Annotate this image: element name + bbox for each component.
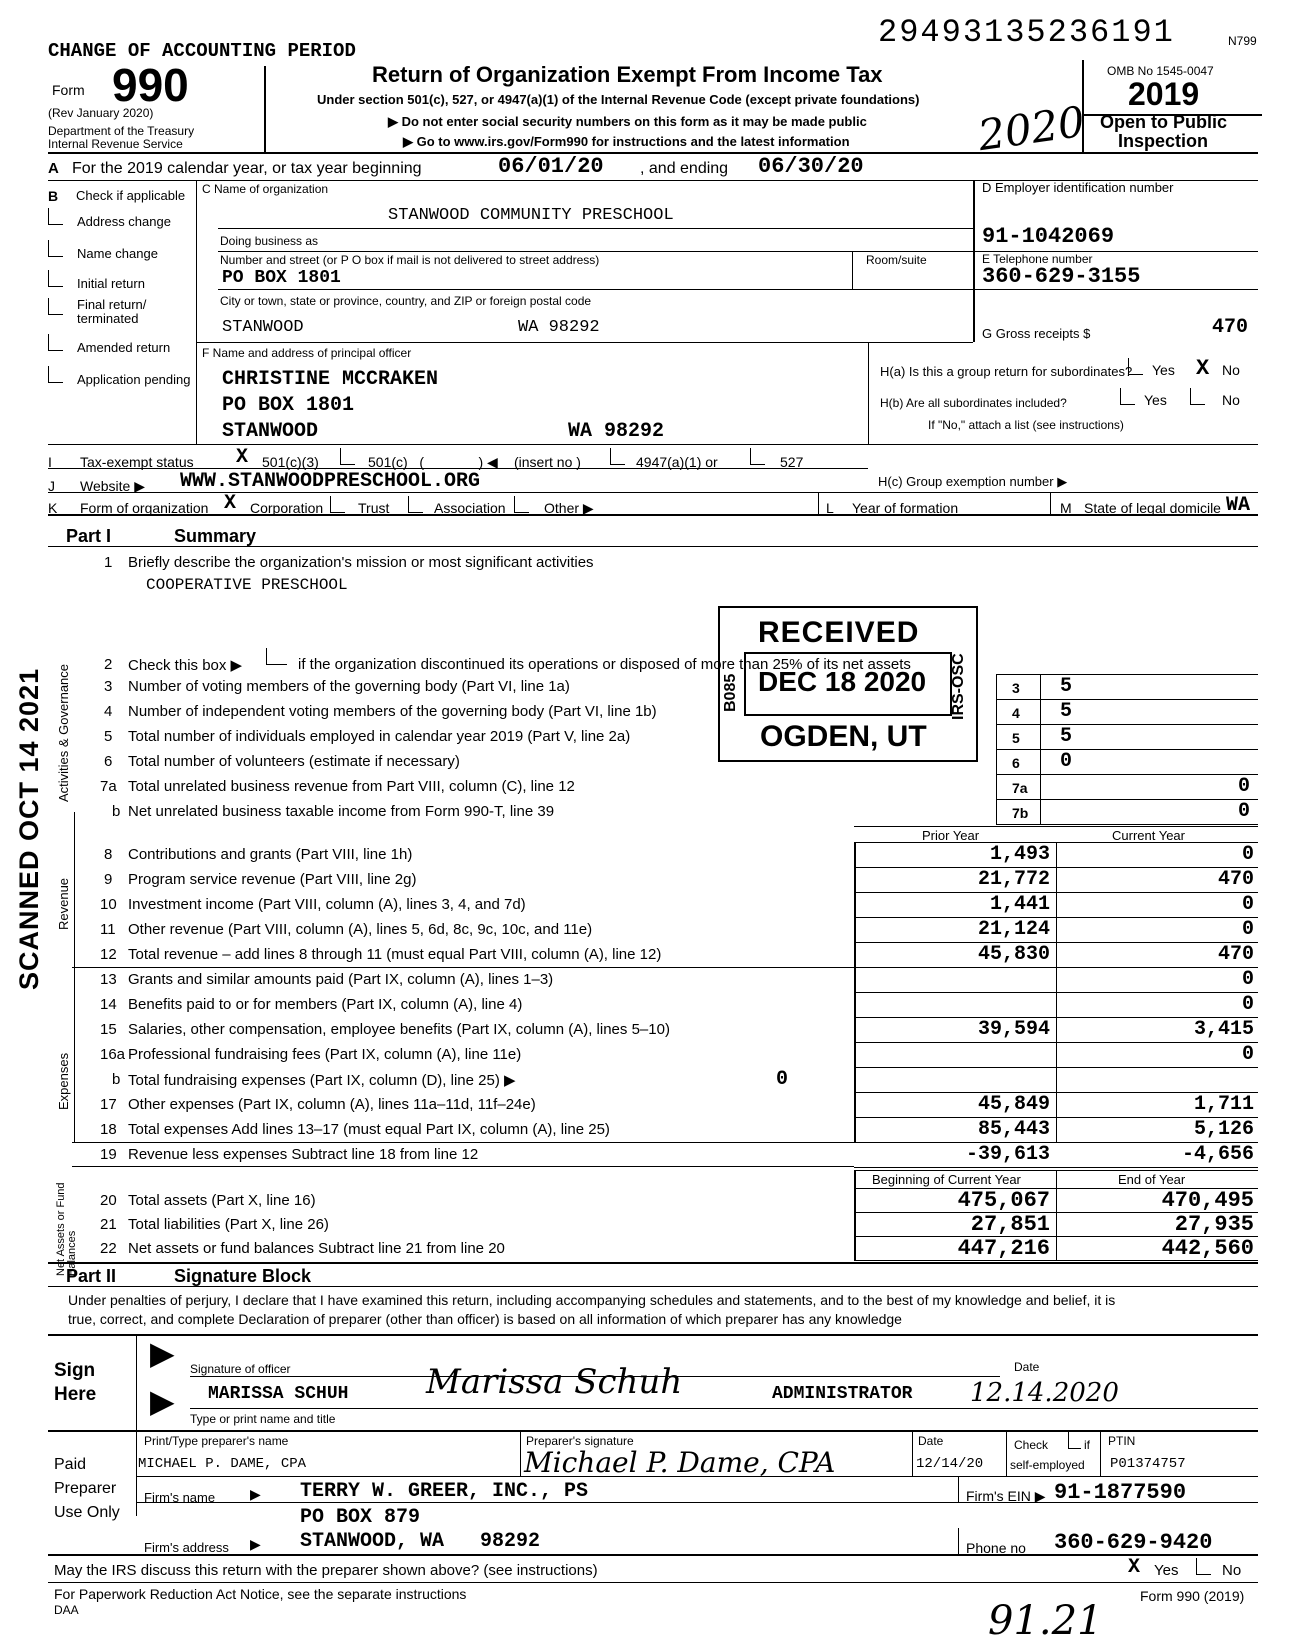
gov-row-number: 3 [104,678,113,695]
website-label: Website ▶ [80,478,145,494]
line-a-label: A [48,160,59,177]
gov-row-line-ref: 3 [1012,680,1020,696]
association-label: Association [434,500,506,516]
here-label: Here [54,1384,97,1405]
subtitle-code: Under section 501(c), 527, or 4947(a)(1) of the Internal Revenue Code (except private foundations) [317,92,920,107]
subordinates-no: No [1222,392,1240,408]
address-change-checkbox[interactable] [48,208,63,225]
signature-officer-label: Signature of officer [190,1362,291,1376]
handwritten-footer-note: 91.21 [988,1598,1103,1644]
check-label: Check [1014,1438,1049,1452]
paperwork-notice: For Paperwork Reduction Act Notice, see the separate instructions [54,1586,467,1602]
fin-row-text: Program service revenue (Part VIII, line 2g) [128,871,417,888]
paid-label: Paid [54,1456,87,1473]
fin-row-current-year[interactable]: 0 [1241,1043,1254,1066]
ptin-label: PTIN [1108,1434,1136,1448]
form-of-org-label: Form of organization [80,500,209,516]
group-return-yes-checkbox[interactable] [1128,358,1143,375]
domicile-value[interactable]: WA [1226,494,1251,517]
tax-year-begin[interactable]: 06/01/20 [498,154,604,179]
501c3-label: 501(c)(3) [262,454,319,470]
current-year-header: Current Year [1112,828,1185,843]
gov-row-text: Net unrelated business taxable income from Form 990-T, line 39 [128,803,555,820]
501c-label: 501(c) ( ) ◀ [368,454,498,470]
form-word: Form [52,82,85,98]
discuss-yes-mark[interactable]: X [1128,1556,1141,1579]
use-only-label: Use Only [54,1504,120,1521]
fin-row-current-year[interactable]: 3,415 [1193,1018,1254,1041]
firm-name-arrow: ▶ [250,1486,261,1502]
preparer-date-label: Date [918,1434,944,1448]
subordinates-no-checkbox[interactable] [1190,388,1205,405]
subtitle-ssn: ▶ Do not enter social security numbers on this form as it may be made public [388,114,867,129]
fin-row-current-year[interactable]: 1,711 [1193,1093,1254,1116]
signing-officer-title[interactable]: ADMINISTRATOR [772,1384,913,1404]
gross-receipts-label: G Gross receipts $ [982,326,1091,341]
fin-row-text: Contributions and grants (Part VIII, line 1h) [128,846,413,863]
preparer-name-label: Print/Type preparer's name [144,1434,289,1448]
part2-title: Signature Block [174,1266,312,1286]
prior-year-header: Prior Year [922,828,980,843]
gross-receipts-value[interactable]: 470 [1212,316,1249,339]
fin-row-current-year[interactable]: 0 [1241,843,1254,866]
final-return-label: Final return/ terminated [77,297,147,326]
gov-row-number: 6 [104,753,113,770]
fin-row-current-year[interactable]: 0 [1241,918,1254,941]
year-formation-label: Year of formation [852,500,959,516]
gov-row-text: Total number of individuals employed in calendar year 2019 (Part V, line 2a) [128,728,631,745]
firm-ein[interactable]: 91-1877590 [1054,1480,1187,1505]
discuss-yes: Yes [1154,1562,1179,1579]
fin-row-prior-year[interactable]: 39,594 [977,1018,1050,1041]
gov-row-value[interactable]: 5 [1060,725,1073,748]
4947-checkbox[interactable] [610,448,625,465]
final-return-checkbox[interactable] [48,298,63,315]
fin-row-current-year[interactable]: 0 [1241,993,1254,1016]
association-checkbox[interactable] [408,496,423,513]
phone-label: E Telephone number [982,252,1093,266]
preparer-signature-label: Preparer's signature [526,1434,634,1448]
officer-city[interactable]: STANWOOD [222,420,319,443]
end-year-header: End of Year [1118,1172,1186,1187]
fin-row-prior-year[interactable]: 21,124 [977,918,1050,941]
application-pending-checkbox[interactable] [48,366,63,383]
4947-label: 4947(a)(1) or [636,454,718,470]
line-k-label: K [48,500,58,516]
fin-row-current-year[interactable]: 0 [1241,893,1254,916]
gov-row-line-ref: 5 [1012,730,1020,746]
part1-title: Summary [174,526,257,546]
fin-row-number: 17 [100,1096,117,1113]
line-m-label: M [1060,500,1072,516]
fin-row-current-year[interactable]: 470 [1217,868,1254,891]
firm-phone-label: Phone no [966,1540,1026,1556]
mission-text[interactable]: COOPERATIVE PRESCHOOL [146,576,348,594]
amended-return-label: Amended return [77,340,171,355]
street-label: Number and street (or P O box if mail is not delivered to street address) [220,253,600,267]
stamp-left-code: B085 [722,673,739,712]
sig-date-label: Date [1014,1360,1040,1374]
fin-row-prior-year[interactable]: 45,849 [977,1093,1050,1116]
stamp-date: DEC 18 2020 [758,666,927,697]
fin-row-number: 12 [100,946,117,963]
form-number: 990 [112,59,189,111]
net-asset-beginning[interactable]: 27,851 [970,1212,1050,1237]
fin-row-number: 14 [100,996,117,1013]
penalty-text-1: Under penalties of perjury, I declare that I have examined this return, including accompanying schedules and statements, and to the best of my knowledge and belief, it is [68,1292,1116,1308]
line2-text: Check this box ▶ [128,657,243,674]
org-name-label: C Name of organization [202,182,329,196]
attach-list-note: If "No," attach a list (see instructions) [928,418,1124,432]
line1-text: Briefly describe the organization's mission or most significant activities [128,554,594,571]
line2-number: 2 [104,656,113,673]
scanned-stamp: SCANNED OCT 14 2021 [14,667,44,990]
self-employed-checkbox[interactable] [1068,1432,1081,1449]
stamp-received: RECEIVED [758,616,920,649]
gov-row-number: 5 [104,728,113,745]
net-asset-row-number: 20 [100,1192,117,1209]
fin-row-current-year[interactable]: 5,126 [1193,1118,1254,1141]
gov-row-text: Number of independent voting members of the governing body (Part VI, line 1b) [128,703,657,720]
fin-row-text: Other expenses (Part IX, column (A), lines 11a–11d, 11f–24e) [128,1096,536,1113]
name-change-label: Name change [77,246,158,261]
fin-row-number: 18 [100,1121,117,1138]
fin-row-number: 10 [100,896,117,913]
527-checkbox[interactable] [750,448,765,465]
gov-row-number: 7a [100,778,117,795]
initial-return-label: Initial return [77,276,145,291]
trust-label: Trust [358,500,390,516]
501c-checkbox[interactable] [340,448,355,465]
gov-row-line-ref: 6 [1012,755,1020,771]
room-label: Room/suite [866,253,927,267]
stamp-city: OGDEN, UT [760,720,927,753]
group-exemption-label: H(c) Group exemption number ▶ [878,474,1068,489]
section-b-title: Check if applicable [76,188,186,203]
net-asset-beginning[interactable]: 475,067 [957,1188,1050,1213]
city-label: City or town, state or province, country, and ZIP or foreign postal code [220,294,592,308]
net-asset-end[interactable]: 27,935 [1174,1212,1254,1237]
officer-name[interactable]: CHRISTINE MCCRAKEN [222,368,439,391]
fundraising-expense-value[interactable]: 0 [776,1068,789,1091]
sign-arrow-1: ▶ [150,1335,175,1371]
line-i-label: I [48,454,52,470]
gov-row-line-ref: 7b [1012,805,1029,821]
sign-label: Sign [54,1360,96,1381]
subtitle-instructions: ▶ Go to www.irs.gov/Form990 for instructions and the latest information [403,134,850,149]
fin-row-text: Total fundraising expenses (Part IX, column (D), line 25) ▶ [128,1072,516,1089]
firm-ein-label: Firm's EIN ▶ [966,1488,1046,1504]
domicile-label: State of legal domicile [1084,500,1221,516]
fin-row-text: Investment income (Part VIII, column (A), lines 3, 4, and 7d) [128,896,526,913]
part1-tag: Part I [66,526,112,546]
fin-row-current-year[interactable]: 0 [1241,968,1254,991]
inspection: Inspection [1118,131,1209,151]
501c3-mark[interactable]: X [236,446,249,469]
firm-name-label: Firm's name [144,1490,216,1505]
line-j-label: J [48,478,55,494]
gov-row-number: b [112,803,121,820]
org-city[interactable]: STANWOOD [222,318,304,337]
side-label-revenue: Revenue [56,877,71,930]
subordinates-question: H(b) Are all subordinates included? [880,396,1067,410]
side-label-expenses: Expenses [56,1052,71,1110]
fin-row-prior-year[interactable]: 85,443 [977,1118,1050,1141]
line-a-ending-text: , and ending [640,160,729,177]
tax-year: 2019 [1128,76,1200,112]
gov-row-text: Number of voting members of the governing body (Part VI, line 1a) [128,678,570,695]
gov-row-value[interactable]: 0 [1237,775,1250,798]
received-stamp [718,606,978,762]
fin-row-number: 13 [100,971,117,988]
trust-checkbox[interactable] [330,496,345,513]
line-a-text: For the 2019 calendar year, or tax year beginning [72,160,422,177]
initial-return-checkbox[interactable] [48,270,63,287]
preparer-name[interactable]: MICHAEL P. DAME, CPA [138,1456,307,1472]
net-asset-row-text: Total assets (Part X, line 16) [128,1192,316,1209]
line-l-label: L [826,500,834,516]
beginning-year-header: Beginning of Current Year [872,1172,1021,1187]
subordinates-yes: Yes [1144,392,1167,408]
application-pending-label: Application pending [77,372,191,387]
penalty-text-2: true, correct, and complete Declaration of preparer (other than officer) is based on all information of which preparer has any knowledge [68,1311,902,1327]
part2-tag: Part II [66,1266,117,1286]
gov-row-line-ref: 4 [1012,705,1020,721]
fin-row-number: 8 [104,846,113,863]
tax-exempt-label: Tax-exempt status [80,454,194,470]
revision-date: (Rev January 2020) [48,106,154,120]
line2-text-b: if the organization discontinued its operations or disposed of more than 25% of its net assets [298,656,911,673]
group-return-yes: Yes [1152,362,1175,378]
gov-row-line-ref: 7a [1012,780,1028,796]
gov-row-text: Total unrelated business revenue from Part VIII, column (C), line 12 [128,778,575,795]
fin-row-prior-year[interactable]: 45,830 [977,943,1050,966]
gov-row-number: 4 [104,703,113,720]
top-code: N799 [1228,34,1257,48]
corporation-label: Corporation [250,500,324,516]
preparer-signature: Michael P. Dame, CPA [524,1446,836,1479]
discuss-question: May the IRS discuss this return with the preparer shown above? (see instructions) [54,1562,598,1579]
preparer-label: Preparer [54,1480,117,1497]
gov-row-value[interactable]: 5 [1060,675,1073,698]
fin-row-text: Total expenses Add lines 13–17 (must equal Part IX, column (A), line 25) [128,1121,610,1138]
subordinates-yes-checkbox[interactable] [1120,388,1135,405]
if-label: if [1084,1438,1090,1452]
ein-value[interactable]: 91-1042069 [982,224,1115,249]
org-street[interactable]: PO BOX 1801 [222,268,341,288]
firm-name[interactable]: TERRY W. GREER, INC., PS [300,1480,589,1503]
org-name[interactable]: STANWOOD COMMUNITY PRESCHOOL [388,206,674,225]
insert-no-label: (insert no ) [514,454,581,470]
org-state-zip[interactable]: WA 98292 [518,318,600,337]
amended-return-checkbox[interactable] [48,334,63,351]
fin-row-number: 19 [100,1146,117,1163]
stamp-right-code: IRS-OSC [950,653,967,720]
firm-address-label: Firm's address [144,1540,229,1555]
net-asset-row-number: 21 [100,1216,117,1233]
change-period-note: CHANGE OF ACCOUNTING PERIOD [48,40,356,62]
firm-address-line-2[interactable]: STANWOOD, WA 98292 [300,1530,541,1553]
net-asset-row-text: Total liabilities (Part X, line 26) [128,1216,329,1233]
line1-number: 1 [104,554,113,571]
signing-officer-name[interactable]: MARISSA SCHUH [208,1384,349,1404]
net-asset-row-number: 22 [100,1240,117,1257]
officer-signature: Marissa Schuh [426,1362,683,1402]
fin-row-current-year[interactable]: 470 [1217,943,1254,966]
side-label-net-assets: Net Assets or Fund Balances [55,1182,78,1276]
fin-row-number: 15 [100,1021,117,1038]
fin-row-text: Revenue less expenses Subtract line 18 from line 12 [128,1146,479,1163]
discuss-no: No [1222,1562,1242,1579]
name-change-checkbox[interactable] [48,240,63,257]
net-asset-end[interactable]: 470,495 [1161,1188,1254,1213]
open-to-public: Open to Public [1100,112,1228,132]
fin-row-number: 9 [104,871,113,888]
form-title: Return of Organization Exempt From Income Tax [372,62,883,87]
phone-value[interactable]: 360-629-3155 [982,264,1141,289]
net-asset-end[interactable]: 442,560 [1161,1236,1254,1261]
net-asset-beginning[interactable]: 447,216 [957,1236,1050,1261]
sign-arrow-2: ▶ [150,1383,175,1419]
fin-row-number: 11 [100,921,116,938]
section-b-label: B [48,188,59,204]
ein-label: D Employer identification number [982,180,1174,195]
net-asset-row-text: Net assets or fund balances Subtract line 21 from line 20 [128,1240,505,1257]
corporation-mark[interactable]: X [224,492,237,515]
fin-row-text: Grants and similar amounts paid (Part IX, column (A), lines 1–3) [128,971,554,988]
group-return-question: H(a) Is this a group return for subordinates? [880,364,1133,379]
firm-address-arrow: ▶ [250,1536,261,1552]
officer-label: F Name and address of principal officer [202,346,412,360]
officer-street[interactable]: PO BOX 1801 [222,394,355,417]
daa-label: DAA [54,1603,79,1617]
address-change-label: Address change [77,214,171,229]
preparer-date[interactable]: 12/14/20 [916,1456,984,1472]
fin-row-prior-year[interactable]: 1,493 [989,843,1050,866]
side-label-governance: Activities & Governance [56,663,71,802]
officer-state-zip[interactable]: WA 98292 [568,420,665,443]
fin-row-prior-year[interactable]: 21,772 [977,868,1050,891]
fin-row-text: Other revenue (Part VIII, column (A), lines 5, 6d, 8c, 9c, 10c, and 11e) [128,921,593,938]
fin-row-text: Professional fundraising fees (Part IX, column (A), line 11e) [128,1046,522,1063]
other-label: Other ▶ [544,500,594,516]
tax-year-end[interactable]: 06/30/20 [758,154,864,179]
discontinued-checkbox[interactable] [266,648,287,665]
group-return-no-mark[interactable]: X [1196,356,1210,381]
gov-row-text: Total number of volunteers (estimate if necessary) [128,753,460,770]
gov-row-value[interactable]: 0 [1237,800,1250,823]
gov-row-value[interactable]: 5 [1060,700,1073,723]
527-label: 527 [780,454,804,470]
gov-row-value[interactable]: 0 [1060,750,1073,773]
group-return-no: No [1222,362,1240,378]
discuss-no-checkbox[interactable] [1196,1558,1211,1575]
firm-phone[interactable]: 360-629-9420 [1054,1530,1213,1555]
fin-row-prior-year[interactable]: -39,613 [965,1143,1050,1166]
fin-row-text: Total revenue – add lines 8 through 11 (must equal Part VIII, column (A), line 12) [128,946,662,963]
self-employed-label: self-employed [1010,1458,1085,1472]
fin-row-number: 16a [100,1046,126,1063]
omb-number: OMB No 1545-0047 [1107,64,1214,78]
handwritten-year-note: 2020 [975,96,1088,161]
firm-address-line-1[interactable]: PO BOX 879 [300,1506,421,1529]
type-name-label: Type or print name and title [190,1412,336,1426]
dept-line-2: Internal Revenue Service [48,137,183,151]
dba-label: Doing business as [220,234,319,248]
fin-row-current-year[interactable]: -4,656 [1181,1143,1254,1166]
dept-line-1: Department of the Treasury [48,124,195,138]
ptin-value[interactable]: P01374757 [1110,1456,1186,1472]
fin-row-number: b [112,1071,121,1088]
signature-date[interactable]: 12.14.2020 [970,1378,1119,1408]
fin-row-prior-year[interactable]: 1,441 [989,893,1050,916]
other-checkbox[interactable] [514,496,529,513]
form-footer-ref: Form 990 (2019) [1140,1588,1245,1604]
fin-row-text: Benefits paid to or for members (Part IX, column (A), line 4) [128,996,523,1013]
document-locator-number: 29493135236191 [878,14,1175,51]
website-url[interactable]: WWW.STANWOODPRESCHOOL.ORG [180,470,481,493]
fin-row-text: Salaries, other compensation, employee benefits (Part IX, column (A), lines 5–10) [128,1021,670,1038]
